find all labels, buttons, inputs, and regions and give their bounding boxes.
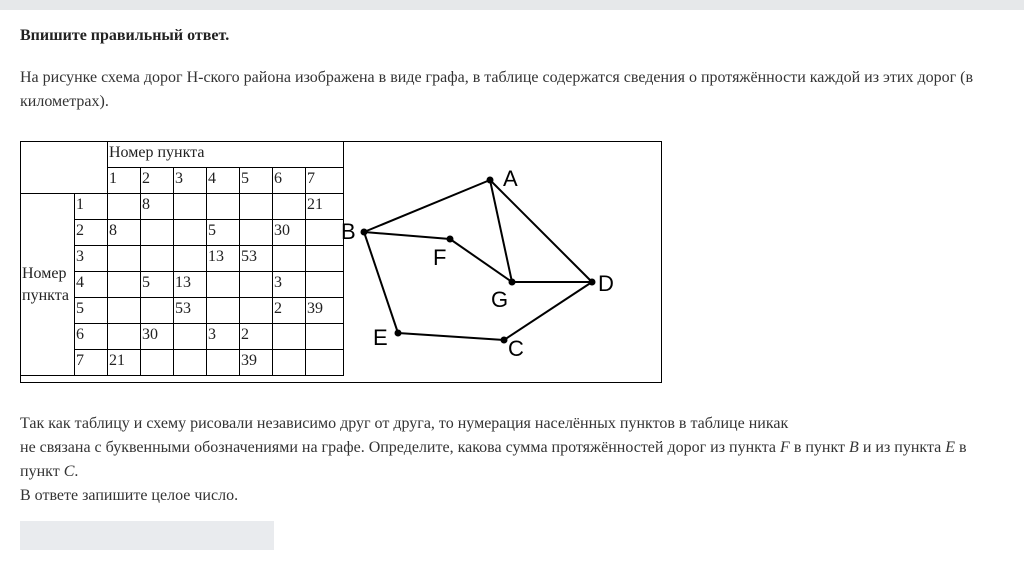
node-label-a: A — [503, 166, 518, 191]
column-number: 1 — [108, 168, 141, 194]
table-cell — [306, 246, 344, 272]
table-cell — [207, 272, 240, 298]
table-cell — [108, 298, 141, 324]
table-cell — [207, 298, 240, 324]
edge-a-g — [490, 180, 512, 282]
point-e: E — [945, 439, 956, 456]
table-cell — [240, 220, 273, 246]
table-cell — [141, 220, 174, 246]
edge-f-g — [450, 239, 512, 282]
column-number: 6 — [273, 168, 306, 194]
table-cell: 21 — [108, 350, 141, 376]
table-cell — [240, 298, 273, 324]
table-cell — [141, 246, 174, 272]
task-instruction: Впишите правильный ответ. — [20, 27, 230, 44]
node-f — [447, 236, 454, 243]
node-label-b: B — [341, 219, 356, 244]
table-row — [21, 194, 344, 220]
row-number: 2 — [75, 220, 108, 246]
road-graph — [341, 142, 661, 382]
row-number: 6 — [75, 324, 108, 350]
table-cell — [273, 324, 306, 350]
question-line-2: не связана с буквенными обозначениями на графе. Определите, какова сумма протяжённостей дорог из пункта — [20, 439, 781, 456]
table-cell — [141, 350, 174, 376]
table-cell: 2 — [273, 298, 306, 324]
answer-input[interactable] — [20, 521, 274, 550]
question-text: . — [74, 463, 79, 480]
table-cell — [174, 220, 207, 246]
table-cell — [108, 246, 141, 272]
table-cell — [306, 324, 344, 350]
node-label-f: F — [433, 245, 447, 270]
table-cell: 8 — [141, 194, 174, 220]
question-line-3: В ответе запишите целое число. — [20, 487, 239, 504]
table-cell: 13 — [207, 246, 240, 272]
column-number: 3 — [174, 168, 207, 194]
node-g — [509, 279, 516, 286]
table-cell: 39 — [306, 298, 344, 324]
table-cell — [240, 194, 273, 220]
column-header-label: Номер пункта — [108, 142, 344, 168]
node-e — [395, 330, 402, 337]
task-question — [20, 412, 1010, 508]
table-cell: 53 — [240, 246, 273, 272]
table-cell: 5 — [207, 220, 240, 246]
column-number: 2 — [141, 168, 174, 194]
question-line-1: Так как таблицу и схему рисовали независимо друг от друга, то нумерация населённых пунктов в таблице никак — [20, 415, 789, 432]
node-d — [589, 279, 596, 286]
point-c: C — [63, 463, 75, 480]
node-label-d: D — [598, 271, 614, 296]
table-cell: 3 — [207, 324, 240, 350]
table-cell — [273, 246, 306, 272]
table-cell: 5 — [141, 272, 174, 298]
table-cell — [207, 350, 240, 376]
edge-e-c — [398, 333, 504, 340]
table-cell: 13 — [174, 272, 207, 298]
node-b — [361, 229, 368, 236]
row-number: 4 — [75, 272, 108, 298]
edge-a-d — [490, 180, 592, 282]
table-cell — [174, 194, 207, 220]
row-header-label: Номер пункта — [21, 194, 75, 376]
table-cell: 3 — [273, 272, 306, 298]
table-cell: 8 — [108, 220, 141, 246]
node-label-c: C — [508, 336, 524, 361]
point-f: F — [780, 439, 790, 456]
task-intro: На рисунке схема дорог Н-ского района изображена в виде графа, в таблице содержатся сведения о протяжённости каждой из этих дорог (в километрах). — [20, 69, 974, 110]
question-text: в пункт — [789, 439, 850, 456]
distance-table — [20, 141, 344, 376]
table-cell — [174, 246, 207, 272]
point-b: B — [849, 439, 859, 456]
table-cell — [306, 350, 344, 376]
edge-b-f — [364, 232, 450, 239]
table-cell — [240, 272, 273, 298]
table-cell — [306, 272, 344, 298]
table-cell: 21 — [306, 194, 344, 220]
table-cell — [108, 194, 141, 220]
node-label-g: G — [491, 287, 509, 312]
table-cell — [108, 272, 141, 298]
table-cell: 2 — [240, 324, 273, 350]
table-cell — [174, 324, 207, 350]
edge-b-a — [364, 180, 490, 232]
row-number: 7 — [75, 350, 108, 376]
column-number: 4 — [207, 168, 240, 194]
node-a — [487, 177, 494, 184]
edge-c-d — [504, 282, 592, 340]
node-c — [501, 337, 508, 344]
edge-b-e — [364, 232, 398, 333]
top-bar — [0, 0, 1024, 10]
question-text: и из пункта — [858, 439, 946, 456]
table-cell: 30 — [273, 220, 306, 246]
row-number: 1 — [75, 194, 108, 220]
row-number: 5 — [75, 298, 108, 324]
table-cell — [174, 350, 207, 376]
table-cell — [108, 324, 141, 350]
column-number: 5 — [240, 168, 273, 194]
table-cell — [141, 298, 174, 324]
table-cell: 39 — [240, 350, 273, 376]
node-label-e: E — [373, 325, 388, 350]
table-cell — [207, 194, 240, 220]
question-text: в пункт — [20, 439, 967, 480]
table-cell: 53 — [174, 298, 207, 324]
table-cell — [273, 350, 306, 376]
column-number: 7 — [306, 168, 344, 194]
table-corner — [21, 142, 108, 194]
table-cell — [306, 220, 344, 246]
table-cell: 30 — [141, 324, 174, 350]
row-number: 3 — [75, 246, 108, 272]
table-cell — [273, 194, 306, 220]
